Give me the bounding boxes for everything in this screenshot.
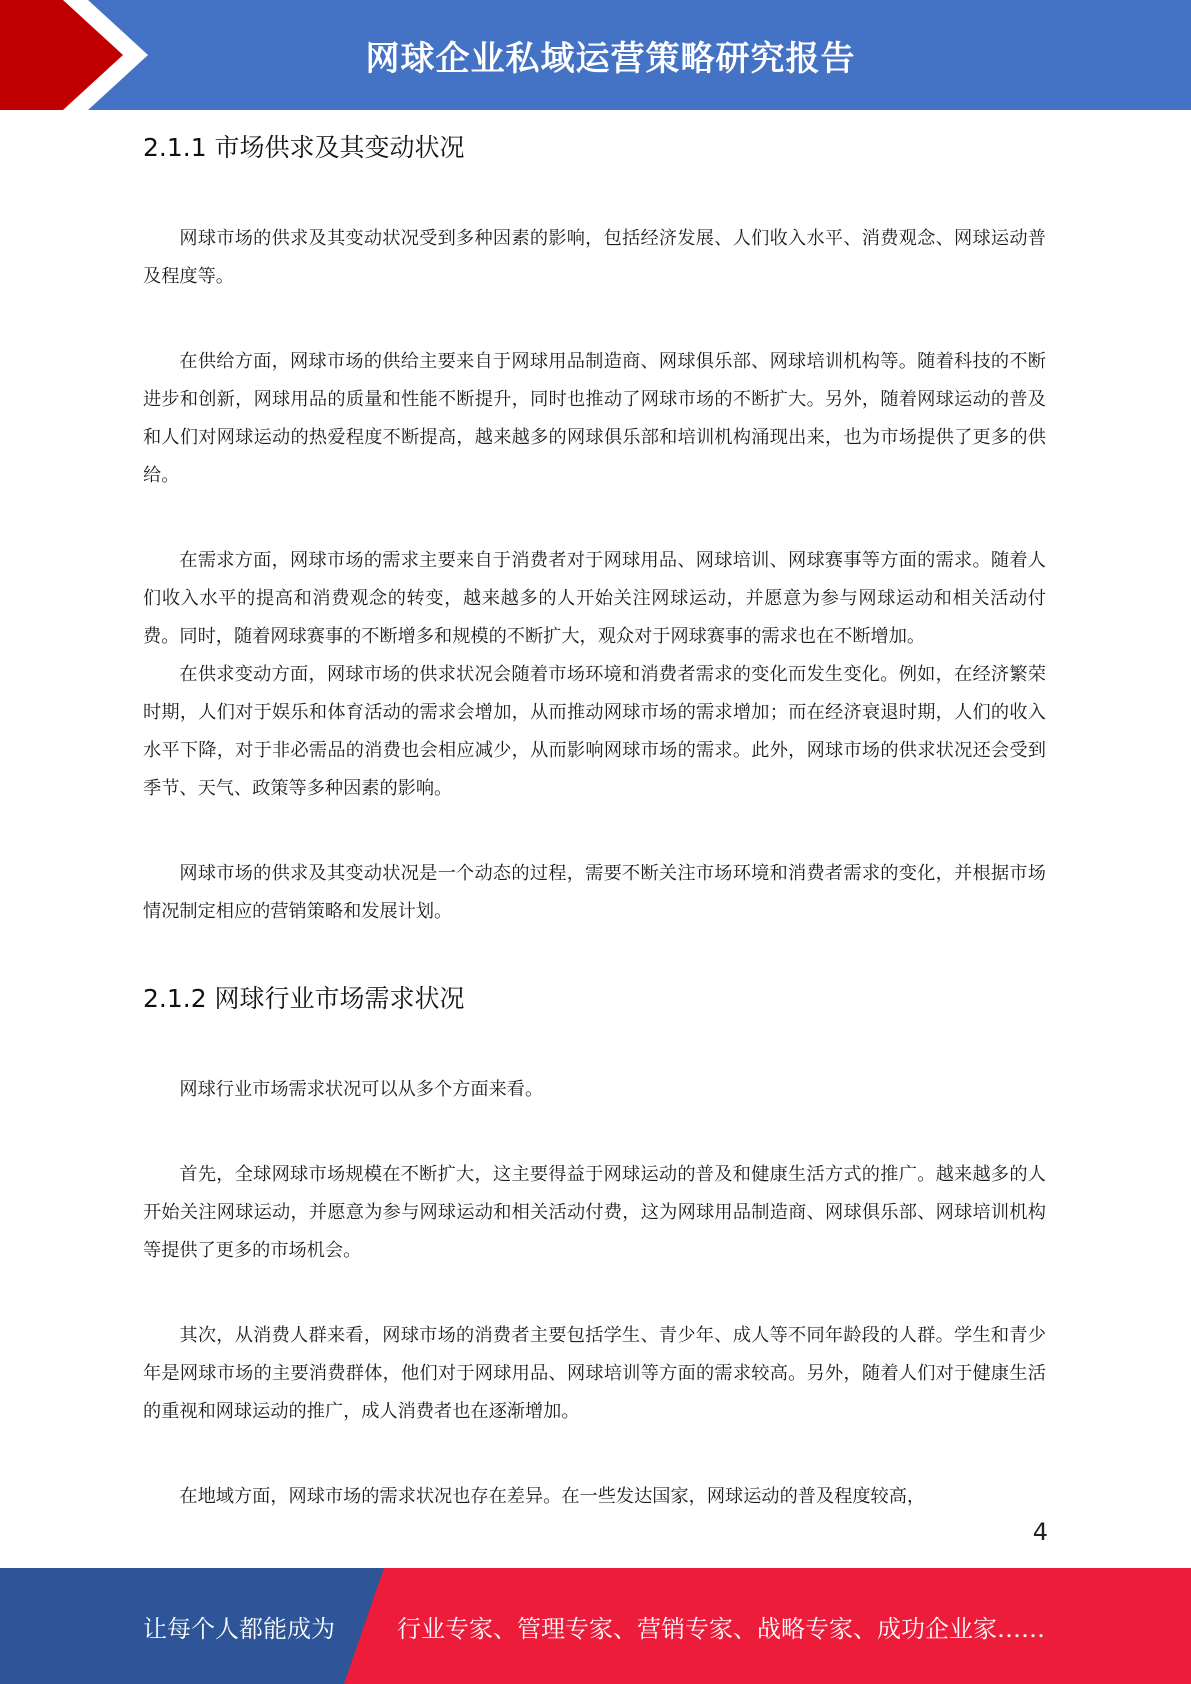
paragraph: 网球市场的供求及其变动状况受到多种因素的影响，包括经济发展、人们收入水平、消费观念、网球运动普及程度等。	[143, 228, 1046, 287]
footer-slogan-left: 让每个人都能成为	[143, 1614, 335, 1643]
section-heading-2-1-2: 2.1.2 网球行业市场需求状况	[143, 984, 465, 1013]
paragraph: 在供求变动方面，网球市场的供求状况会随着市场环境和消费者需求的变化而发生变化。例如，在经济繁荣时期，人们对于娱乐和体育活动的需求会增加，从而推动网球市场的需求增加；而在经济衰退时期，人们的收入水平下降，对于非必需品的消费也会相应减少，从而影响网球市场的需求。此外，网球市场的供求状况还会受到季节、天气、政策等多种因素的影响。	[143, 664, 1046, 799]
page-number: 4	[1032, 1518, 1048, 1546]
section-heading-2-1-1: 2.1.1 市场供求及其变动状况	[143, 133, 465, 162]
document-body	[143, 126, 1046, 1516]
report-title: 网球企业私域运营策略研究报告	[365, 38, 856, 79]
paragraph: 在地域方面，网球市场的需求状况也存在差异。在一些发达国家，网球运动的普及程度较高，	[179, 1486, 926, 1507]
paragraph: 首先，全球网球市场规模在不断扩大，这主要得益于网球运动的普及和健康生活方式的推广。越来越多的人开始关注网球运动，并愿意为参与网球运动和相关活动付费，这为网球用品制造商、网球俱乐部、网球培训机构等提供了更多的市场机会。	[143, 1164, 1046, 1261]
page-footer	[0, 1568, 1191, 1684]
paragraph: 网球市场的供求及其变动状况是一个动态的过程，需要不断关注市场环境和消费者需求的变化，并根据市场情况制定相应的营销策略和发展计划。	[143, 863, 1046, 922]
footer-slogan-right: 行业专家、管理专家、营销专家、战略专家、成功企业家……	[397, 1614, 1045, 1643]
paragraph: 在供给方面，网球市场的供给主要来自于网球用品制造商、网球俱乐部、网球培训机构等。随着科技的不断进步和创新，网球用品的质量和性能不断提升，同时也推动了网球市场的不断扩大。另外，随着网球运动的普及和人们对网球运动的热爱程度不断提高，越来越多的网球俱乐部和培训机构涌现出来，也为市场提供了更多的供给。	[143, 351, 1046, 486]
paragraph: 网球行业市场需求状况可以从多个方面来看。	[179, 1079, 544, 1100]
paragraph: 其次，从消费人群来看，网球市场的消费者主要包括学生、青少年、成人等不同年龄段的人群。学生和青少年是网球市场的主要消费群体，他们对于网球用品、网球培训等方面的需求较高。另外，随着人们对于健康生活的重视和网球运动的推广，成人消费者也在逐渐增加。	[143, 1325, 1046, 1422]
page-header	[0, 0, 1191, 110]
paragraph: 在需求方面，网球市场的需求主要来自于消费者对于网球用品、网球培训、网球赛事等方面的需求。随着人们收入水平的提高和消费观念的转变，越来越多的人开始关注网球运动，并愿意为参与网球运动和相关活动付费。同时，随着网球赛事的不断增多和规模的不断扩大，观众对于网球赛事的需求也在不断增加。	[143, 550, 1046, 647]
